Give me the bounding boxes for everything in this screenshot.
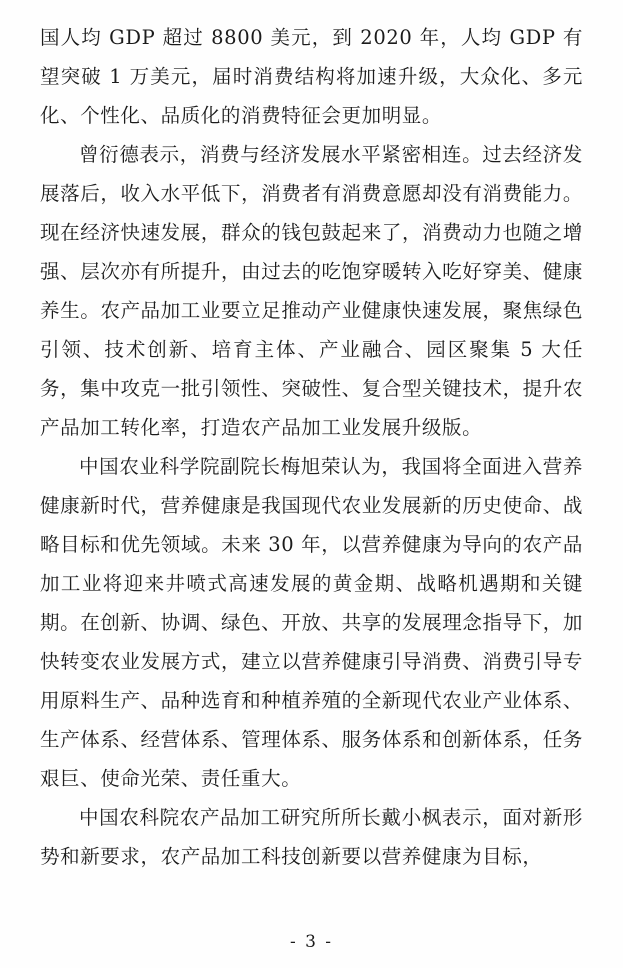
document-body [40,18,583,876]
paragraph-3: 中国农业科学院副院长梅旭荣认为，我国将全面进入营养健康新时代，营养健康是我国现代农业发展新的历史使命、战略目标和优先领域。未来 30 年，以营养健康为导向的农产品加工业将迎来井喷式高速发展的黄金期、战略机遇期和关键期。在创新、协调、绿色、开放、共享的发展理念指导下，加快转变农业发展方式，建立以营养健康引导消费、消费引导专用原料生产、品种选育和种植养殖的全新现代农业产业体系、生产体系、经营体系、管理体系、服务体系和创新体系，任务艰巨、使命光荣、责任重大。 [40,455,583,790]
paragraph-4: 中国农科院农产品加工研究所所长戴小枫表示，面对新形势和新要求，农产品加工科技创新要以营养健康为目标， [40,806,583,868]
paragraph-1: 国人均 GDP 超过 8800 美元，到 2020 年，人均 GDP 有望突破 1 万美元，届时消费结构将加速升级，大众化、多元化、个性化、品质化的消费特征会更加明显。 [40,26,583,127]
page-number: - 3 - [289,932,334,952]
paragraph-2: 曾衍德表示，消费与经济发展水平紧密相连。过去经济发展落后，收入水平低下，消费者有消费意愿却没有消费能力。现在经济快速发展，群众的钱包鼓起来了，消费动力也随之增强、层次亦有所提升，由过去的吃饱穿暖转入吃好穿美、健康养生。农产品加工业要立足推动产业健康快速发展，聚焦绿色引领、技术创新、培育主体、产业融合、园区聚集 5 大任务，集中攻克一批引领性、突破性、复合型关键技术，提升农产品加工转化率，打造农产品加工业发展升级版。 [40,143,583,439]
